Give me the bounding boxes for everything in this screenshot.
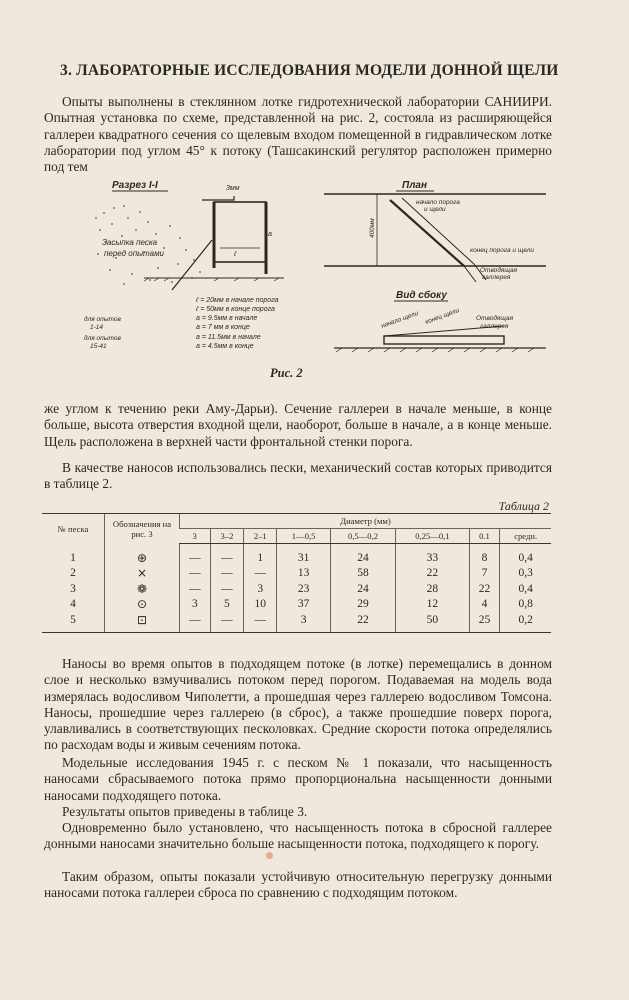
- sand-composition-table: [42, 513, 551, 633]
- cell-symbol: ×: [105, 566, 180, 582]
- cell-value: —: [210, 544, 243, 566]
- plan-start-label: начало порога: [416, 199, 460, 206]
- cell-value: 22: [469, 581, 500, 597]
- header-diam-col: 3: [180, 529, 211, 544]
- cell-sand-number: 3: [70, 582, 76, 595]
- figure-2: [84, 178, 546, 368]
- header-diam-col: 2–1: [244, 529, 277, 544]
- legend-group2b: 15-41: [90, 343, 107, 350]
- cell-value: 25: [469, 612, 500, 632]
- cell-value: —: [180, 566, 211, 582]
- paragraph-1945: Модельные исследования 1945 г. с песком № 1 показали, что насыщенность наносами сбрасываемого потока прямо пропорциональна насыщенности донными наносами подходящего потока.: [44, 755, 552, 803]
- plan-end-label: конец порога и щели: [470, 247, 535, 254]
- table-row: [42, 581, 551, 597]
- cell-value: —: [210, 581, 243, 597]
- cell-value: 28: [396, 581, 469, 597]
- side-label: Вид сбоку: [396, 290, 447, 301]
- header-diam-col: 0.1: [469, 529, 500, 544]
- paragraph-conclusion: Таким образом, опыты показали устойчивую относительную перегрузку донными наносами потока галлереи сброса по сравнению с подходящим потоком.: [44, 869, 552, 901]
- legend-line-4: а = 7 мм в конце: [196, 324, 250, 331]
- side-outlet-label-2: галлерея: [480, 323, 509, 330]
- legend-line-1: ℓ = 20мм в начале порога: [196, 297, 279, 304]
- header-diam-col: 3–2: [210, 529, 243, 544]
- table-caption: Таблица 2: [498, 499, 549, 513]
- legend-line-3: а = 9.5мм в начале: [196, 315, 258, 322]
- cell-value: —: [244, 612, 277, 632]
- paragraph-setup: Опыты выполнены в стеклянном лотке гидротехнической лаборатории САНИИРИ. Опытная установка по схеме, представленной на рис. 2, состояла из расширяющейся галлереи квадратного сечения со щелевым входом помещенной в гидравлическом лотке лаборатории под углом 45° к потоку (Ташсакинский регулятор расположен примерно под тем: [44, 94, 552, 175]
- legend-line-5: а = 11.5мм в начале: [196, 334, 261, 341]
- cell-value: 12: [396, 597, 469, 613]
- side-start-label: начало щели: [380, 309, 420, 330]
- header-diameter: Диаметр (мм): [180, 514, 552, 529]
- cell-value: —: [180, 581, 211, 597]
- paragraph-transport: Наносы во время опытов в подходящем потоке (в лотке) перемещались в донном слое и несколько взмучивались потоком перед порогом. Подаваемая на модель вода измерялась водосливом Чиполетти, а прошедшая через галлерею водосливом Томсона. Наносы, прошедшие через галлерею (в сброс), а также прошедшие поверх порога, улавливались в соответствующих песколовках. Средние скорости потока определялись по расходам воды и живым сечениям потока.: [44, 656, 552, 753]
- svg-text:а: а: [268, 231, 272, 238]
- legend-line-6: а = 4.5мм в конце: [196, 343, 254, 350]
- cell-symbol: ❁: [105, 581, 180, 597]
- cell-sand-number: 2: [70, 567, 76, 580]
- legend-group1b: 1-14: [90, 324, 104, 331]
- cell-value: 22: [330, 612, 395, 632]
- paragraph-sands: В качестве наносов использовались пески, механический состав которых приводится в таблице 2.: [44, 460, 552, 492]
- header-diam-col: 1—0,5: [277, 529, 330, 544]
- cell-value: 22: [396, 566, 469, 582]
- section-label: Разрез I-I: [112, 180, 158, 191]
- header-diam-col: 0,5—0,2: [330, 529, 395, 544]
- cell-value: 50: [396, 612, 469, 632]
- cell-value: 13: [277, 566, 330, 582]
- header-sand-number: № песка: [42, 514, 105, 544]
- dim-400mm-label: 400мм: [369, 218, 376, 238]
- paragraph-results: Результаты опытов приведены в таблице 3.: [62, 804, 308, 819]
- plan-outlet-label-2: галлерея: [482, 274, 511, 281]
- cell-symbol: ⊙: [105, 597, 180, 613]
- side-outlet-label: Отводящая: [476, 315, 514, 322]
- plan-label: План: [402, 180, 428, 191]
- cell-symbol: ⊕: [105, 544, 180, 566]
- cell-value: —: [244, 566, 277, 582]
- dim-3mm-label: 3мм: [226, 185, 240, 192]
- cell-value: 5: [210, 597, 243, 613]
- cell-value: 24: [330, 581, 395, 597]
- cell-value: 37: [277, 597, 330, 613]
- cell-sand-number: 5: [42, 612, 105, 632]
- cell-value: 3: [244, 581, 277, 597]
- cell-value: 29: [330, 597, 395, 613]
- table-row: [42, 566, 551, 582]
- table-row: [42, 612, 551, 632]
- cell-value: 58: [330, 566, 395, 582]
- cell-value: 1: [244, 544, 277, 566]
- legend-group2: для опытов: [84, 335, 121, 342]
- legend-group1: для опытов: [84, 316, 121, 323]
- cell-value: 0,3: [500, 566, 551, 582]
- cell-value: 4: [469, 597, 500, 613]
- plan-start-label-2: и щели: [424, 206, 446, 213]
- table-row: [42, 597, 551, 613]
- section-heading: 3. ЛАБОРАТОРНЫЕ ИССЛЕДОВАНИЯ МОДЕЛИ ДОННОЙ ЩЕЛИ: [60, 62, 559, 79]
- cell-value: 10: [244, 597, 277, 613]
- side-end-label: конец щели: [424, 307, 461, 326]
- cell-value: 3: [180, 597, 211, 613]
- table-row: [42, 544, 551, 566]
- cell-value: 8: [469, 544, 500, 566]
- ink-stain: [266, 852, 273, 859]
- cell-value: 31: [277, 544, 330, 566]
- figure-diagram: [84, 178, 546, 368]
- sand-label-2: перед опытами: [104, 249, 164, 258]
- figure-caption: Рис. 2: [270, 366, 303, 380]
- cell-sand-number: 4: [70, 598, 76, 611]
- cell-value: 0,8: [500, 597, 551, 613]
- header-diam-col: 0,25—0,1: [396, 529, 469, 544]
- cell-value: —: [210, 612, 243, 632]
- cell-value: 0,4: [500, 544, 551, 566]
- cell-value: —: [180, 612, 211, 632]
- cell-value: 23: [277, 581, 330, 597]
- paragraph-saturation: Одновременно было установлено, что насыщенность потока в сбросной галлерее донными наносами значительно больше насыщенности потока, подходящего к порогу.: [44, 820, 552, 852]
- cell-sand-number: 1: [70, 551, 76, 564]
- cell-value: 3: [277, 612, 330, 632]
- header-diam-col: средн.: [500, 529, 551, 544]
- plan-outlet-label: Отводящая: [480, 267, 518, 274]
- cell-value: 33: [396, 544, 469, 566]
- legend-line-2: ℓ = 50мм в конце порога: [196, 306, 275, 313]
- cell-value: 7: [469, 566, 500, 582]
- sand-label-1: Засыпка песка: [102, 238, 158, 247]
- cell-value: 24: [330, 544, 395, 566]
- cell-value: —: [180, 544, 211, 566]
- cell-symbol: ⊡: [105, 612, 180, 632]
- paragraph-angle: же углом к течению реки Аму-Дарьи). Сечение галлереи в начале меньше, в конце больше, высота отверстия входной щели, наоборот, больше в начале, а в конце меньше. Щель расположена в верхней части фронтальной стенки порога.: [44, 401, 552, 449]
- svg-text:ℓ: ℓ: [234, 251, 237, 258]
- header-symbol: Обозначения на рис. 3: [105, 514, 180, 544]
- cell-value: —: [210, 566, 243, 582]
- cell-value: 0,2: [500, 612, 551, 632]
- cell-value: 0,4: [500, 581, 551, 597]
